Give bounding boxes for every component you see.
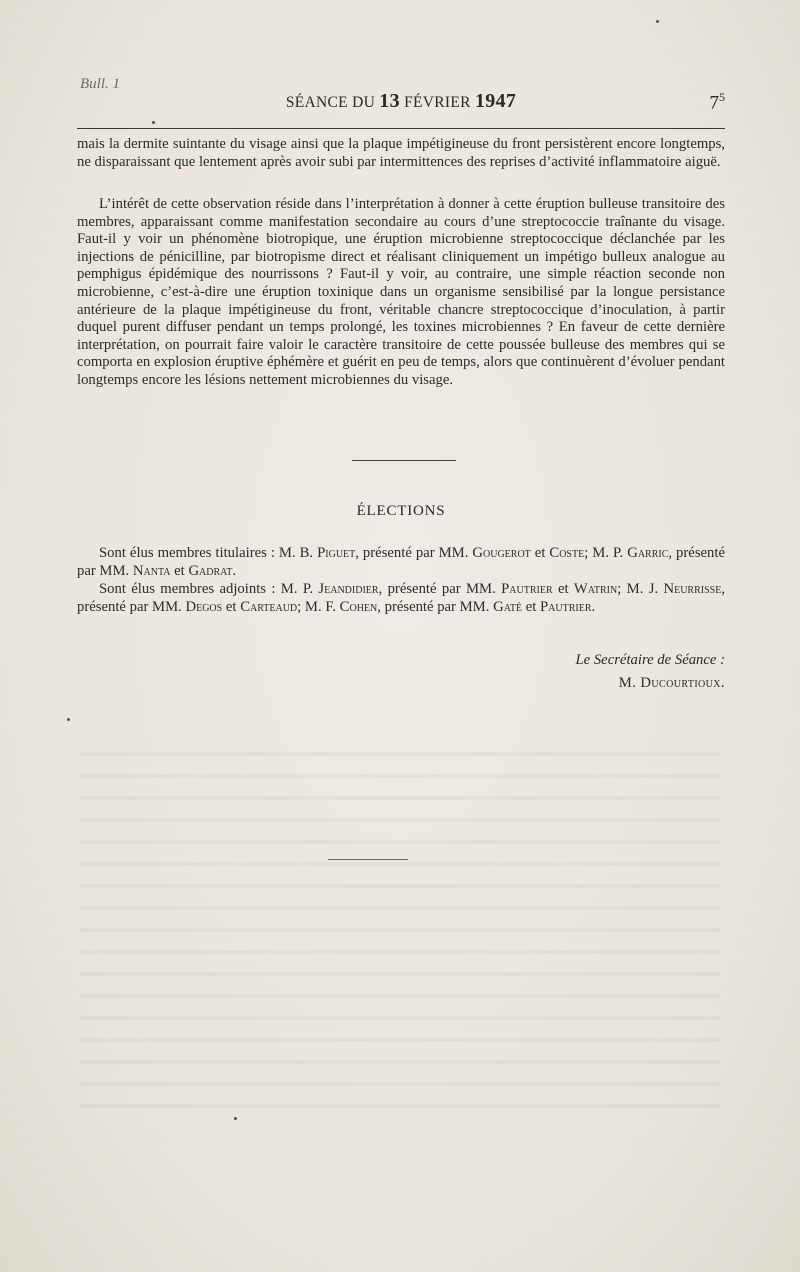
sponsor-name: Gadrat [188,562,233,579]
page-number [710,90,726,114]
text-run: et [522,598,540,615]
sponsor-name: Nanta [132,562,171,579]
sponsor-name: Gaté [493,598,523,615]
running-title-day: 13 [379,90,400,112]
scan-speck [67,718,70,721]
section-heading: ÉLECTIONS [356,503,446,519]
running-title-year: 1947 [474,90,517,112]
member-name: Jeandidier [318,581,379,597]
running-title-month: FÉVRIER [399,94,475,111]
signature-name [619,675,725,692]
text-run: , présenté par MM. [378,581,502,597]
paragraph-2: L’intérêt de cette observation réside dans l’interprétation à donner à cette éruption bulleuse transitoire des membres, apparaissant comme manifestation secondaire au cours d’une streptococcie traînante du visage. Faut-il y voir un phénomène biotropique, une éruption microbienne streptococcique déclanchée par les injections de pénicilline, par biotropisme direct et réalisant cliniquement un impétigo bulleux analogue au pemphigus épidémique des nourrissons ? Faut-il y voir, au contraire, une simple réaction seconde non microbienne, c’est-à-dire une éruption toxinique dans un organisme sensibilisé par la longue persistance antérieure de la plaque impétigineuse du front, véritable chancre streptococcique d’inoculation, à partir duquel purent diffuser pendant un temps prolongé, les toxines microbiennes ? En faveur de cette dernière interprétation, on pourrait faire valoir le caractère transitoire de cette poussée bulleuse des membres qui se comporta en explosion éruptive éphémère et guérit en peu de temps, alors que continuèrent d’évoluer pendant longtemps encore les lésions nettement microbiennes du visage. [77,196,725,388]
text-run: , présenté par MM. [377,598,494,615]
text-run: Sont élus membres adjoints : M. P. [99,581,319,597]
text-run: . [232,562,237,579]
text-run: ; M. F. [297,598,340,615]
text-run: , présenté par MM. [355,545,473,561]
sponsor-name: Gougerot [472,545,531,561]
sponsor-name: Coste [549,545,585,561]
member-name: Neurrisse [663,581,722,597]
bleed-through-shadow [80,740,720,1110]
scan-speck [152,121,155,124]
text-run: , présenté par MM. [77,581,725,615]
text-run: et [170,562,189,579]
text-run: M. [618,675,641,691]
running-title [77,90,725,113]
member-name: Cohen [339,598,378,615]
bottom-rule [328,859,408,860]
text-run: et [552,581,574,597]
page-number-sup: 5 [719,90,725,104]
text-run: . [720,675,725,691]
signature-role: Le Secrétaire de Séance : [575,652,725,668]
running-title-prefix: SÉANCE DU [285,94,380,111]
paragraph-1: mais la dermite suintante du visage ainsi que la plaque impétigineuse du front persistèrent encore longtemps, ne disparaissant que lentement après avoir subi par intermittences des reprises d’activité inflammatoire aiguë. [77,136,725,170]
sponsor-name: Pautrier [501,581,553,597]
text-run: ; M. J. [617,581,664,597]
running-head [77,90,725,116]
scan-speck [234,1117,237,1120]
sponsor-name: Pautrier [539,598,592,615]
text-run: , présenté par MM. [77,545,725,579]
sponsor-name: Degos [185,598,223,615]
text-run: et [222,598,241,615]
sponsor-name: Carteaud [240,598,298,615]
secretary-name: Ducourtioux [640,675,721,691]
text-run: . [591,598,596,615]
header-rule [77,128,725,129]
member-name: Piguet [317,545,356,561]
text-run: et [530,545,550,561]
elections-titulaires [77,545,725,580]
elections-adjoints [77,581,725,616]
section-separator [352,460,456,461]
text-run: ; M. P. [584,545,628,561]
scan-speck [656,20,659,23]
member-name: Garric [627,545,669,561]
text-run: Sont élus membres titulaires : M. B. [99,545,318,561]
sponsor-name: Watrin [573,581,618,597]
handwritten-corner-note: Bull. 1 [80,76,120,92]
page-number-main: 7 [709,92,719,114]
